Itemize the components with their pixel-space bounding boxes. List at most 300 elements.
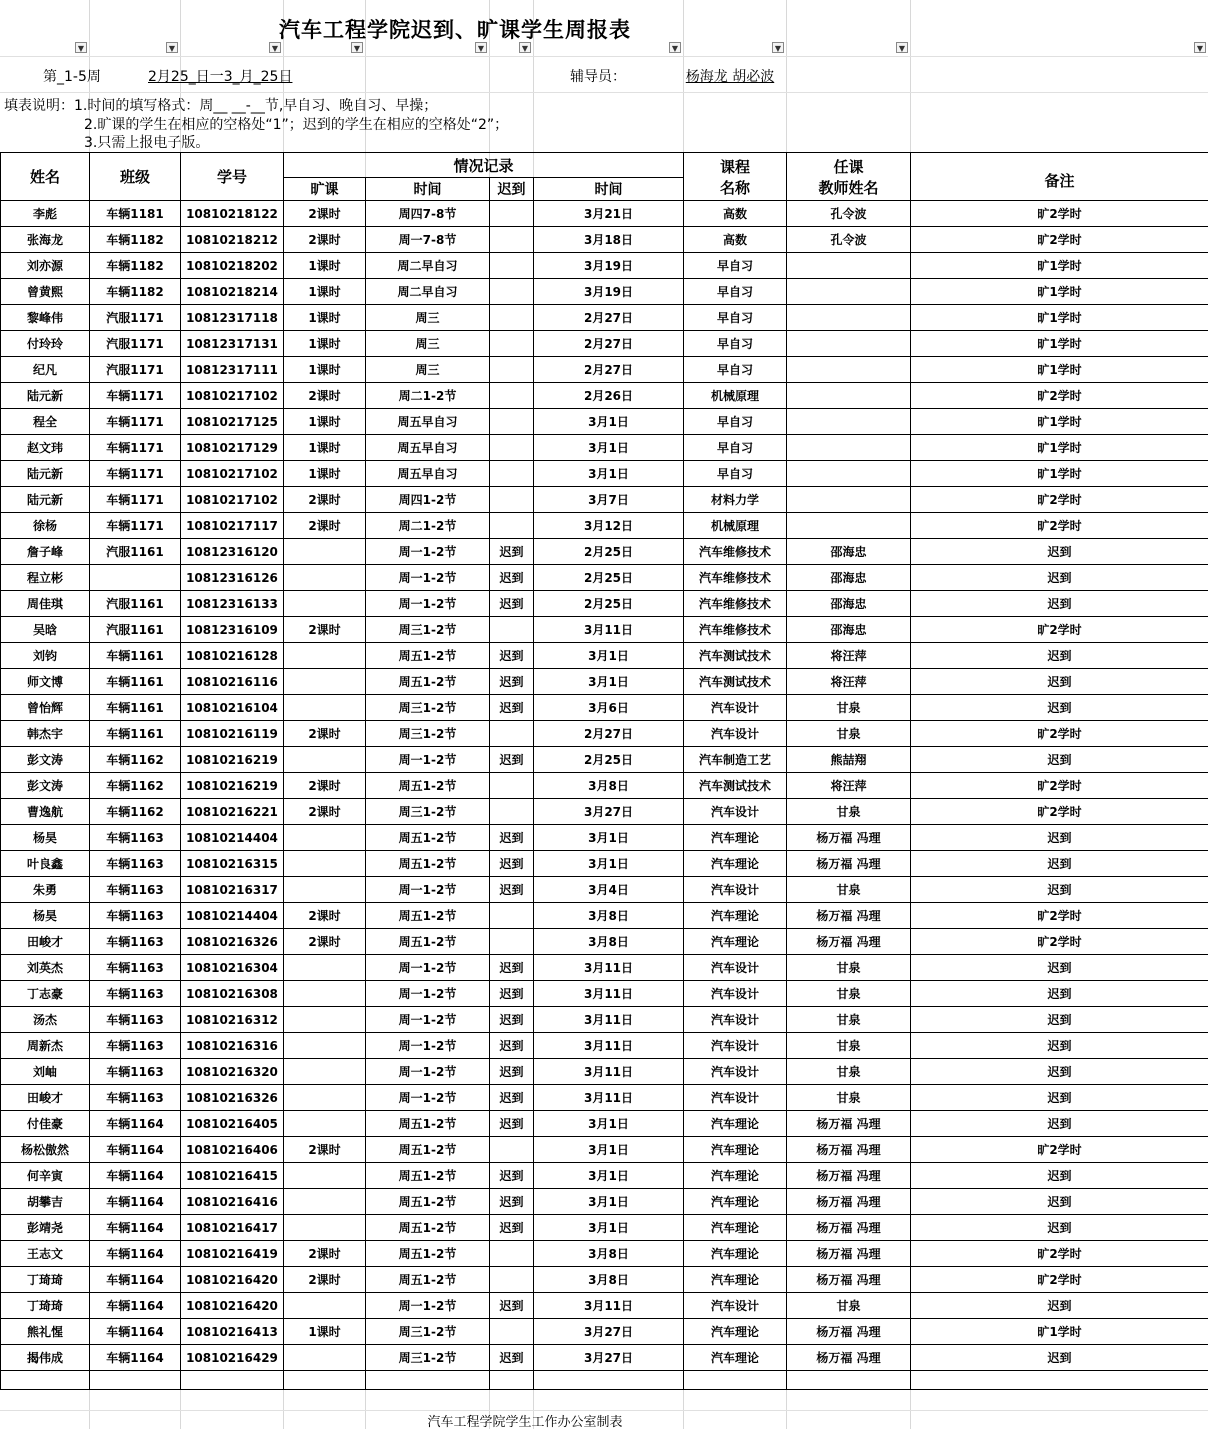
cell-late xyxy=(490,331,534,357)
cell-late xyxy=(490,903,534,929)
cell-period: 周三1-2节 xyxy=(366,695,490,721)
cell-period: 周一1-2节 xyxy=(366,747,490,773)
cell-remark: 迟到 xyxy=(911,1111,1208,1137)
cell-name: 汤杰 xyxy=(1,1007,90,1033)
cell-remark: 迟到 xyxy=(911,955,1208,981)
cell-absent: 1课时 xyxy=(284,305,366,331)
cell-period: 周四1-2节 xyxy=(366,487,490,513)
cell-teacher xyxy=(787,331,911,357)
cell-class: 车辆1164 xyxy=(90,1293,181,1319)
cell-teacher: 杨万福 冯理 xyxy=(787,929,911,955)
cell-absent xyxy=(284,1033,366,1059)
cell-teacher: 甘泉 xyxy=(787,955,911,981)
cell-course: 汽车设计 xyxy=(684,1293,787,1319)
cell-teacher: 甘泉 xyxy=(787,981,911,1007)
cell-date: 3月11日 xyxy=(534,955,684,981)
cell-class: 车辆1163 xyxy=(90,851,181,877)
col-header-remark: 备注 xyxy=(911,153,1208,201)
cell-period: 周二早自习 xyxy=(366,279,490,305)
cell-course: 汽车理论 xyxy=(684,1189,787,1215)
cell-course: 早自习 xyxy=(684,331,787,357)
cell-absent: 1课时 xyxy=(284,461,366,487)
cell-name: 程立彬 xyxy=(1,565,90,591)
cell-class: 车辆1164 xyxy=(90,1189,181,1215)
table-row xyxy=(1,435,1208,461)
cell-name: 杨昊 xyxy=(1,903,90,929)
cell-teacher xyxy=(787,305,911,331)
cell-teacher: 甘泉 xyxy=(787,721,911,747)
cell-id: 10810216420 xyxy=(181,1293,284,1319)
cell-remark: 迟到 xyxy=(911,1033,1208,1059)
cell-class: 车辆1163 xyxy=(90,825,181,851)
instruction-line-1: 填表说明：1.时间的填写格式：周__ __-__节,早自习、晚自习、早操； xyxy=(4,95,437,115)
cell-period: 周五1-2节 xyxy=(366,1137,490,1163)
cell-date: 2月27日 xyxy=(534,305,684,331)
cell-remark: 旷2学时 xyxy=(911,513,1208,539)
col-header-record-group: 情况记录 xyxy=(284,153,684,178)
filter-dropdown-icon[interactable]: ▼ xyxy=(1194,42,1206,53)
table-row xyxy=(1,383,1208,409)
cell-period: 周一1-2节 xyxy=(366,1033,490,1059)
cell-date: 3月19日 xyxy=(534,279,684,305)
cell-id: 10810216308 xyxy=(181,981,284,1007)
cell-name: 陆元新 xyxy=(1,383,90,409)
cell-empty xyxy=(534,1371,684,1390)
cell-class: 车辆1161 xyxy=(90,695,181,721)
cell-date: 3月11日 xyxy=(534,617,684,643)
cell-empty xyxy=(1,1371,90,1390)
cell-teacher xyxy=(787,513,911,539)
cell-period: 周二1-2节 xyxy=(366,383,490,409)
table-row xyxy=(1,487,1208,513)
cell-name: 彭文涛 xyxy=(1,773,90,799)
cell-id: 10810218122 xyxy=(181,201,284,227)
cell-id: 10810216419 xyxy=(181,1241,284,1267)
cell-id: 10810218214 xyxy=(181,279,284,305)
cell-course: 汽车测试技术 xyxy=(684,773,787,799)
cell-teacher xyxy=(787,383,911,409)
cell-remark: 旷1学时 xyxy=(911,305,1208,331)
cell-absent: 2课时 xyxy=(284,1241,366,1267)
cell-course: 材料力学 xyxy=(684,487,787,513)
cell-teacher: 将汪萍 xyxy=(787,773,911,799)
cell-teacher: 杨万福 冯理 xyxy=(787,1215,911,1241)
cell-name: 田峻才 xyxy=(1,1085,90,1111)
cell-class: 车辆1171 xyxy=(90,383,181,409)
cell-class: 汽服1171 xyxy=(90,331,181,357)
cell-remark: 迟到 xyxy=(911,669,1208,695)
cell-remark: 旷2学时 xyxy=(911,721,1208,747)
cell-name: 丁琦琦 xyxy=(1,1267,90,1293)
cell-id: 10810216415 xyxy=(181,1163,284,1189)
cell-empty xyxy=(181,1371,284,1390)
cell-remark: 迟到 xyxy=(911,1345,1208,1371)
cell-id: 10810217102 xyxy=(181,487,284,513)
cell-absent xyxy=(284,1293,366,1319)
cell-remark: 迟到 xyxy=(911,1163,1208,1189)
cell-course: 早自习 xyxy=(684,435,787,461)
cell-class: 车辆1171 xyxy=(90,487,181,513)
cell-empty xyxy=(490,1371,534,1390)
table-row xyxy=(1,539,1208,565)
cell-teacher: 孔令波 xyxy=(787,227,911,253)
cell-period: 周三1-2节 xyxy=(366,1345,490,1371)
cell-id: 10812316126 xyxy=(181,565,284,591)
cell-id: 10810216219 xyxy=(181,773,284,799)
table-row xyxy=(1,201,1208,227)
counselor-names: 杨海龙 胡必波 xyxy=(638,66,822,86)
instruction-line-2: 2.旷课的学生在相应的空格处“1”；迟到的学生在相应的空格处“2”； xyxy=(84,114,508,134)
cell-date: 3月1日 xyxy=(534,409,684,435)
cell-course: 汽车设计 xyxy=(684,1033,787,1059)
cell-teacher: 甘泉 xyxy=(787,799,911,825)
cell-absent: 1课时 xyxy=(284,435,366,461)
table-row xyxy=(1,1163,1208,1189)
cell-id: 10810216219 xyxy=(181,747,284,773)
cell-id: 10810216406 xyxy=(181,1137,284,1163)
cell-remark: 旷2学时 xyxy=(911,773,1208,799)
cell-absent: 2课时 xyxy=(284,487,366,513)
counselor-label: 辅导员： xyxy=(570,66,626,86)
table-row xyxy=(1,1319,1208,1345)
cell-absent xyxy=(284,1007,366,1033)
cell-late: 迟到 xyxy=(490,1215,534,1241)
cell-id: 10810217102 xyxy=(181,461,284,487)
cell-course: 汽车维修技术 xyxy=(684,617,787,643)
table-row xyxy=(1,851,1208,877)
cell-date: 3月4日 xyxy=(534,877,684,903)
cell-absent xyxy=(284,747,366,773)
col-header-course-line2: 名称 xyxy=(684,177,786,198)
cell-course: 早自习 xyxy=(684,409,787,435)
cell-name: 刘英杰 xyxy=(1,955,90,981)
cell-date: 3月8日 xyxy=(534,773,684,799)
cell-teacher xyxy=(787,461,911,487)
cell-class: 车辆1164 xyxy=(90,1267,181,1293)
table-row-empty xyxy=(1,1371,1208,1390)
cell-class: 车辆1163 xyxy=(90,955,181,981)
col-header-course xyxy=(684,153,787,201)
cell-late xyxy=(490,1241,534,1267)
cell-date: 3月6日 xyxy=(534,695,684,721)
col-header-name: 姓名 xyxy=(1,153,90,201)
cell-period: 周三1-2节 xyxy=(366,1319,490,1345)
cell-absent xyxy=(284,539,366,565)
cell-absent xyxy=(284,1085,366,1111)
cell-absent xyxy=(284,669,366,695)
cell-absent xyxy=(284,643,366,669)
cell-class: 车辆1164 xyxy=(90,1345,181,1371)
cell-absent: 2课时 xyxy=(284,799,366,825)
filter-dropdown-icon[interactable]: ▼ xyxy=(351,42,363,53)
table-row xyxy=(1,1033,1208,1059)
cell-absent: 1课时 xyxy=(284,1319,366,1345)
cell-course: 汽车测试技术 xyxy=(684,643,787,669)
cell-absent: 2课时 xyxy=(284,929,366,955)
cell-period: 周五1-2节 xyxy=(366,851,490,877)
cell-remark: 旷2学时 xyxy=(911,383,1208,409)
filter-dropdown-icon[interactable]: ▼ xyxy=(475,42,487,53)
cell-class: 车辆1182 xyxy=(90,227,181,253)
cell-id: 10810216316 xyxy=(181,1033,284,1059)
cell-class: 汽服1161 xyxy=(90,617,181,643)
cell-name: 赵文玮 xyxy=(1,435,90,461)
cell-course: 汽车理论 xyxy=(684,1345,787,1371)
cell-class: 车辆1182 xyxy=(90,253,181,279)
cell-late xyxy=(490,1319,534,1345)
cell-remark: 旷2学时 xyxy=(911,201,1208,227)
cell-name: 周佳琪 xyxy=(1,591,90,617)
cell-teacher: 杨万福 冯理 xyxy=(787,1163,911,1189)
cell-absent: 2课时 xyxy=(284,721,366,747)
cell-teacher: 孔令波 xyxy=(787,201,911,227)
cell-name: 陆元新 xyxy=(1,461,90,487)
cell-class: 汽服1171 xyxy=(90,357,181,383)
cell-teacher: 熊喆翔 xyxy=(787,747,911,773)
date-range: 2月25_日一3_月_25日 xyxy=(148,66,292,86)
cell-class xyxy=(90,565,181,591)
cell-absent xyxy=(284,1059,366,1085)
cell-absent: 1课时 xyxy=(284,409,366,435)
cell-class: 车辆1162 xyxy=(90,747,181,773)
cell-period: 周三1-2节 xyxy=(366,721,490,747)
cell-absent xyxy=(284,851,366,877)
cell-absent: 1课时 xyxy=(284,331,366,357)
cell-course: 汽车维修技术 xyxy=(684,565,787,591)
cell-period: 周一1-2节 xyxy=(366,1007,490,1033)
cell-id: 10810216304 xyxy=(181,955,284,981)
table-row xyxy=(1,331,1208,357)
cell-teacher: 甘泉 xyxy=(787,1293,911,1319)
cell-course: 汽车理论 xyxy=(684,929,787,955)
filter-dropdown-icon[interactable]: ▼ xyxy=(75,42,87,53)
cell-name: 何辛寅 xyxy=(1,1163,90,1189)
cell-class: 车辆1171 xyxy=(90,409,181,435)
cell-late: 迟到 xyxy=(490,695,534,721)
cell-name: 曾黄熙 xyxy=(1,279,90,305)
cell-teacher: 甘泉 xyxy=(787,1059,911,1085)
cell-remark: 旷1学时 xyxy=(911,331,1208,357)
cell-date: 3月11日 xyxy=(534,1293,684,1319)
cell-class: 车辆1162 xyxy=(90,773,181,799)
cell-name: 丁志豪 xyxy=(1,981,90,1007)
col-header-late: 迟到 xyxy=(490,178,534,201)
cell-teacher: 甘泉 xyxy=(787,1085,911,1111)
cell-class: 车辆1181 xyxy=(90,201,181,227)
cell-course: 汽车设计 xyxy=(684,799,787,825)
cell-date: 3月12日 xyxy=(534,513,684,539)
table-body xyxy=(1,201,1208,1390)
cell-id: 10810216420 xyxy=(181,1267,284,1293)
cell-course: 汽车理论 xyxy=(684,1267,787,1293)
table-row xyxy=(1,305,1208,331)
cell-course: 汽车理论 xyxy=(684,1215,787,1241)
col-header-teacher xyxy=(787,153,911,201)
cell-empty xyxy=(911,1371,1208,1390)
cell-teacher xyxy=(787,253,911,279)
cell-class: 车辆1171 xyxy=(90,513,181,539)
cell-late xyxy=(490,201,534,227)
week-range: 第_1-5周 xyxy=(43,66,101,86)
cell-date: 2月26日 xyxy=(534,383,684,409)
cell-date: 3月11日 xyxy=(534,981,684,1007)
cell-late: 迟到 xyxy=(490,1293,534,1319)
cell-id: 10810218202 xyxy=(181,253,284,279)
cell-period: 周五1-2节 xyxy=(366,1163,490,1189)
cell-late: 迟到 xyxy=(490,1007,534,1033)
cell-period: 周一1-2节 xyxy=(366,877,490,903)
cell-period: 周一1-2节 xyxy=(366,1059,490,1085)
cell-course: 高数 xyxy=(684,227,787,253)
cell-period: 周三 xyxy=(366,305,490,331)
cell-class: 车辆1163 xyxy=(90,903,181,929)
cell-late xyxy=(490,1137,534,1163)
cell-date: 3月1日 xyxy=(534,1189,684,1215)
cell-teacher: 邵海忠 xyxy=(787,539,911,565)
cell-late xyxy=(490,799,534,825)
cell-name: 揭伟成 xyxy=(1,1345,90,1371)
cell-teacher: 杨万福 冯理 xyxy=(787,903,911,929)
cell-class: 车辆1164 xyxy=(90,1319,181,1345)
cell-date: 2月27日 xyxy=(534,721,684,747)
cell-date: 3月8日 xyxy=(534,1241,684,1267)
filter-dropdown-icon[interactable]: ▼ xyxy=(772,42,784,53)
cell-date: 3月21日 xyxy=(534,201,684,227)
cell-late xyxy=(490,435,534,461)
cell-course: 汽车设计 xyxy=(684,721,787,747)
filter-dropdown-icon[interactable]: ▼ xyxy=(669,42,681,53)
cell-date: 3月11日 xyxy=(534,1033,684,1059)
cell-period: 周五1-2节 xyxy=(366,1189,490,1215)
cell-class: 车辆1161 xyxy=(90,669,181,695)
filter-dropdown-icon[interactable]: ▼ xyxy=(166,42,178,53)
table-row xyxy=(1,1137,1208,1163)
cell-late xyxy=(490,513,534,539)
cell-absent: 2课时 xyxy=(284,617,366,643)
cell-class: 车辆1164 xyxy=(90,1215,181,1241)
cell-course: 汽车理论 xyxy=(684,1163,787,1189)
cell-late: 迟到 xyxy=(490,539,534,565)
col-header-class: 班级 xyxy=(90,153,181,201)
table-row xyxy=(1,565,1208,591)
cell-date: 3月1日 xyxy=(534,1163,684,1189)
cell-remark: 迟到 xyxy=(911,851,1208,877)
cell-remark: 旷2学时 xyxy=(911,1241,1208,1267)
table-row xyxy=(1,1111,1208,1137)
col-header-student-id: 学号 xyxy=(181,153,284,201)
cell-id: 10810216315 xyxy=(181,851,284,877)
cell-teacher xyxy=(787,409,911,435)
cell-course: 汽车设计 xyxy=(684,695,787,721)
cell-remark: 旷2学时 xyxy=(911,617,1208,643)
cell-date: 3月27日 xyxy=(534,1345,684,1371)
cell-period: 周五1-2节 xyxy=(366,1215,490,1241)
cell-course: 汽车维修技术 xyxy=(684,539,787,565)
cell-name: 张海龙 xyxy=(1,227,90,253)
cell-name: 朱勇 xyxy=(1,877,90,903)
cell-class: 车辆1164 xyxy=(90,1111,181,1137)
table-row xyxy=(1,1345,1208,1371)
cell-late: 迟到 xyxy=(490,1059,534,1085)
cell-id: 10810216320 xyxy=(181,1059,284,1085)
cell-remark: 旷1学时 xyxy=(911,461,1208,487)
cell-name: 彭文涛 xyxy=(1,747,90,773)
cell-late xyxy=(490,617,534,643)
cell-absent xyxy=(284,1111,366,1137)
cell-remark: 迟到 xyxy=(911,981,1208,1007)
cell-name: 刘亦源 xyxy=(1,253,90,279)
cell-date: 2月27日 xyxy=(534,357,684,383)
cell-course: 早自习 xyxy=(684,461,787,487)
cell-id: 10810216128 xyxy=(181,643,284,669)
filter-dropdown-icon[interactable]: ▼ xyxy=(519,42,531,53)
cell-date: 3月27日 xyxy=(534,1319,684,1345)
cell-absent xyxy=(284,1163,366,1189)
cell-course: 汽车设计 xyxy=(684,981,787,1007)
cell-late: 迟到 xyxy=(490,955,534,981)
cell-date: 3月1日 xyxy=(534,461,684,487)
cell-teacher: 邵海忠 xyxy=(787,591,911,617)
cell-course: 早自习 xyxy=(684,357,787,383)
cell-id: 10810214404 xyxy=(181,825,284,851)
cell-period: 周五1-2节 xyxy=(366,1111,490,1137)
table-row xyxy=(1,357,1208,383)
cell-name: 曾怡辉 xyxy=(1,695,90,721)
cell-class: 车辆1163 xyxy=(90,1059,181,1085)
cell-teacher: 甘泉 xyxy=(787,1007,911,1033)
cell-absent xyxy=(284,955,366,981)
cell-course: 早自习 xyxy=(684,253,787,279)
cell-late xyxy=(490,279,534,305)
attendance-table xyxy=(0,152,1208,1390)
cell-course: 汽车理论 xyxy=(684,1319,787,1345)
filter-dropdown-icon[interactable]: ▼ xyxy=(269,42,281,53)
cell-date: 3月8日 xyxy=(534,929,684,955)
cell-course: 汽车设计 xyxy=(684,955,787,981)
table-row xyxy=(1,279,1208,305)
cell-id: 10812317118 xyxy=(181,305,284,331)
cell-id: 10810216119 xyxy=(181,721,284,747)
cell-teacher: 杨万福 冯理 xyxy=(787,1111,911,1137)
cell-period: 周三 xyxy=(366,331,490,357)
table-row xyxy=(1,461,1208,487)
cell-absent: 2课时 xyxy=(284,1267,366,1293)
cell-class: 车辆1164 xyxy=(90,1137,181,1163)
cell-teacher: 甘泉 xyxy=(787,1033,911,1059)
cell-empty xyxy=(684,1371,787,1390)
cell-period: 周一1-2节 xyxy=(366,1085,490,1111)
cell-name: 彭靖尧 xyxy=(1,1215,90,1241)
cell-teacher: 杨万福 冯理 xyxy=(787,1319,911,1345)
cell-absent xyxy=(284,695,366,721)
cell-id: 10810217125 xyxy=(181,409,284,435)
cell-absent: 1课时 xyxy=(284,279,366,305)
table-row xyxy=(1,747,1208,773)
cell-period: 周二1-2节 xyxy=(366,513,490,539)
filter-dropdown-icon[interactable]: ▼ xyxy=(896,42,908,53)
table-row xyxy=(1,617,1208,643)
cell-remark: 旷1学时 xyxy=(911,357,1208,383)
table-row xyxy=(1,981,1208,1007)
cell-period: 周三1-2节 xyxy=(366,617,490,643)
cell-remark: 旷2学时 xyxy=(911,929,1208,955)
cell-class: 车辆1161 xyxy=(90,643,181,669)
cell-id: 10810216221 xyxy=(181,799,284,825)
cell-teacher: 杨万福 冯理 xyxy=(787,1189,911,1215)
cell-remark: 迟到 xyxy=(911,1293,1208,1319)
cell-teacher: 甘泉 xyxy=(787,695,911,721)
cell-remark: 迟到 xyxy=(911,1085,1208,1111)
